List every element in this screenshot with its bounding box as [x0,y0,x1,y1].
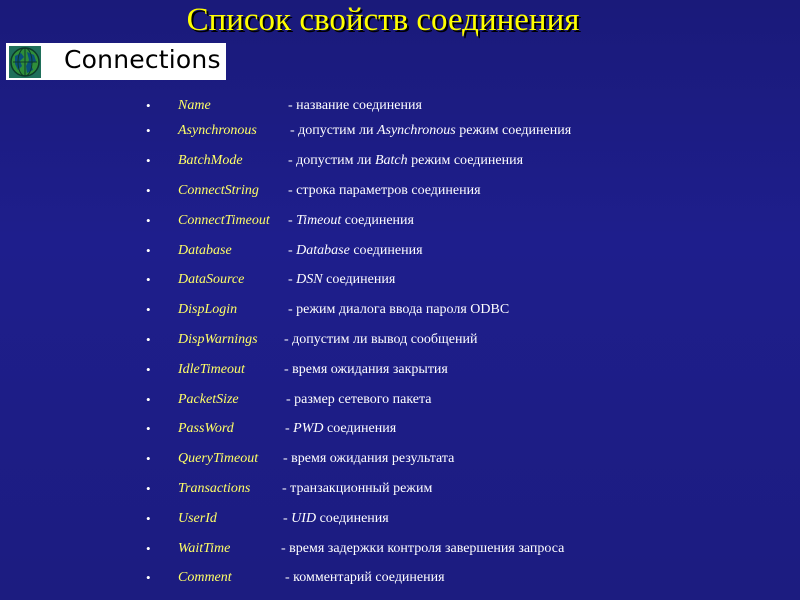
description-keyword: Database [296,243,350,258]
bullet-icon: • [146,362,151,377]
description-keyword: Asynchronous [376,123,456,138]
description-prefix: - [288,243,297,258]
description-prefix: - [283,511,292,526]
property-name: Comment [178,570,232,585]
property-description [288,151,523,171]
bullet-icon: • [146,392,151,407]
bullet-icon: • [146,213,151,228]
description-keyword: DSN [296,272,323,287]
property-description [283,509,389,529]
bullet-icon: • [146,272,151,287]
description-suffix: соединения [323,421,397,436]
bullet-icon: • [146,481,151,496]
description-prefix: - допустим ли [288,153,375,168]
property-name: Transactions [178,481,251,496]
bullet-icon: • [146,243,151,258]
page-title: Список свойств соединения [186,2,580,38]
property-description [288,211,414,231]
property-description: - размер сетевого пакета [286,392,432,407]
description-prefix: - [288,272,297,287]
property-name: PacketSize [178,392,239,407]
property-description [290,121,571,141]
property-name: DispWarnings [178,332,258,347]
property-name: Database [178,243,232,258]
bullet-icon: • [146,302,151,317]
description-keyword: Timeout [296,213,342,228]
property-description: - транзакционный режим [282,481,433,496]
description-suffix: соединения [316,511,389,526]
property-name: WaitTime [178,541,231,556]
property-name: IdleTimeout [178,362,245,377]
property-name: ConnectString [178,183,259,198]
property-name: UserId [178,511,217,526]
description-suffix: соединения [341,213,414,228]
property-name: ConnectTimeout [178,213,270,228]
bullet-icon: • [146,332,151,347]
property-name: DispLogin [178,302,238,317]
property-description [288,270,395,290]
property-description: - допустим ли вывод сообщений [284,332,478,347]
property-name: Asynchronous [178,123,257,138]
property-description: - время задержки контроля завершения запроса [281,541,565,556]
property-description: - время ожидания закрытия [284,362,448,377]
property-description: - комментарий соединения [285,570,445,585]
bullet-icon: • [146,153,151,168]
description-suffix: соединения [349,243,423,258]
property-description [288,241,423,261]
description-suffix: соединения [322,272,396,287]
bullet-icon: • [146,541,151,556]
property-description [285,419,396,439]
property-description: - строка параметров соединения [288,183,481,198]
bullet-icon: • [146,98,151,113]
property-name: Name [178,98,211,113]
property-description: - название соединения [288,98,422,113]
description-keyword: UID [291,511,317,526]
connections-label: Connections [64,45,221,74]
description-keyword: Batch [374,153,408,168]
property-description: - режим диалога ввода пароля ODBC [288,302,510,317]
bullet-icon: • [146,123,151,138]
property-name: PassWord [178,421,234,436]
bullet-icon: • [146,570,151,585]
bullet-icon: • [146,451,151,466]
description-keyword: PWD [293,421,324,436]
property-name: BatchMode [178,153,243,168]
description-suffix: режим соединения [455,123,572,138]
description-prefix: - [285,421,294,436]
description-suffix: режим соединения [407,153,524,168]
property-description: - время ожидания результата [283,451,455,466]
property-name: QueryTimeout [178,451,259,466]
property-name: DataSource [178,272,245,287]
bullet-icon: • [146,421,151,436]
description-prefix: - [288,213,297,228]
bullet-icon: • [146,183,151,198]
bullet-icon: • [146,511,151,526]
description-prefix: - допустим ли [290,123,377,138]
